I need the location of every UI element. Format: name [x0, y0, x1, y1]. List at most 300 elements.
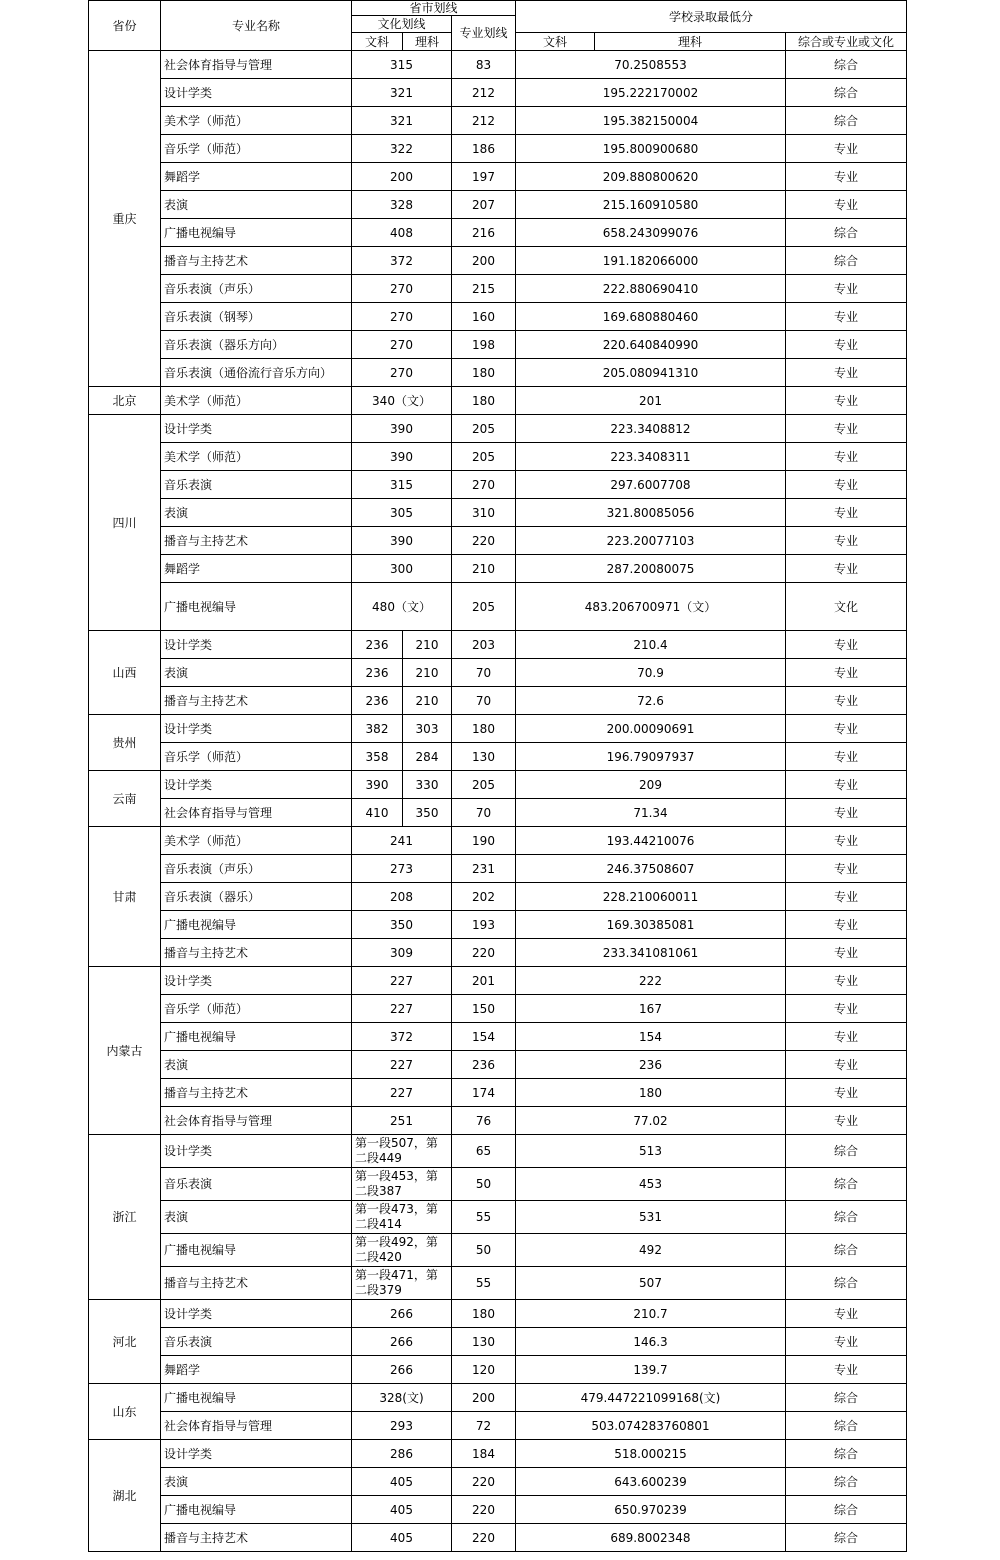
major-name-cell: 表演 [161, 1051, 352, 1079]
major-name-cell: 舞蹈学 [161, 555, 352, 583]
school-min-score-cell: 169.30385081 [516, 911, 786, 939]
admission-type-cell: 专业 [786, 359, 907, 387]
admission-type-cell: 专业 [786, 471, 907, 499]
header-school-min: 学校录取最低分 [516, 1, 907, 33]
major-name-cell: 广播电视编导 [161, 219, 352, 247]
culture-line-cell: 227 [352, 1051, 452, 1079]
school-min-score-cell: 483.206700971（文） [516, 583, 786, 631]
table-row [89, 1023, 907, 1051]
culture-science-cell: 210 [403, 687, 452, 715]
culture-science-cell: 350 [403, 799, 452, 827]
major-line-cell: 180 [452, 359, 516, 387]
culture-line-cell: 309 [352, 939, 452, 967]
school-min-score-cell: 222.880690410 [516, 275, 786, 303]
major-name-cell: 设计学类 [161, 1300, 352, 1328]
table-row [89, 527, 907, 555]
school-min-score-cell: 518.000215 [516, 1440, 786, 1468]
major-line-cell: 220 [452, 1524, 516, 1552]
school-min-score-cell: 210.4 [516, 631, 786, 659]
major-line-cell: 212 [452, 79, 516, 107]
admission-score-table [88, 0, 907, 1552]
table-row [89, 331, 907, 359]
school-min-score-cell: 200.00090691 [516, 715, 786, 743]
school-min-score-cell: 650.970239 [516, 1496, 786, 1524]
major-line-cell: 215 [452, 275, 516, 303]
table-row [89, 79, 907, 107]
admission-type-cell: 专业 [786, 1300, 907, 1328]
province-cell: 山东 [89, 1384, 161, 1440]
major-line-cell: 193 [452, 911, 516, 939]
admission-type-cell: 专业 [786, 331, 907, 359]
culture-line-cell: 390 [352, 415, 452, 443]
major-name-cell: 播音与主持艺术 [161, 939, 352, 967]
culture-line-cell: 200 [352, 163, 452, 191]
major-name-cell: 美术学（师范） [161, 387, 352, 415]
major-name-cell: 音乐表演（声乐） [161, 275, 352, 303]
table-row [89, 995, 907, 1023]
table-row [89, 1168, 907, 1201]
major-line-cell: 216 [452, 219, 516, 247]
culture-line-cell: 390 [352, 443, 452, 471]
school-min-score-cell: 180 [516, 1079, 786, 1107]
culture-line-cell: 第一段492，第二段420 [352, 1234, 452, 1267]
school-min-score-cell: 236 [516, 1051, 786, 1079]
admission-type-cell: 专业 [786, 995, 907, 1023]
culture-science-cell: 284 [403, 743, 452, 771]
major-line-cell: 186 [452, 135, 516, 163]
admission-type-cell: 专业 [786, 275, 907, 303]
culture-line-cell: 300 [352, 555, 452, 583]
table-row [89, 715, 907, 743]
culture-line-cell: 405 [352, 1524, 452, 1552]
admission-type-cell: 专业 [786, 911, 907, 939]
major-line-cell: 180 [452, 1300, 516, 1328]
admission-type-cell: 专业 [786, 1023, 907, 1051]
culture-line-cell: 405 [352, 1496, 452, 1524]
culture-line-cell: 第一段453，第二段387 [352, 1168, 452, 1201]
major-line-cell: 205 [452, 443, 516, 471]
admission-type-cell: 专业 [786, 883, 907, 911]
admission-type-cell: 综合 [786, 1201, 907, 1234]
admission-type-cell: 综合 [786, 1234, 907, 1267]
school-min-score-cell: 321.80085056 [516, 499, 786, 527]
table-row [89, 1135, 907, 1168]
major-name-cell: 播音与主持艺术 [161, 1079, 352, 1107]
province-cell: 四川 [89, 415, 161, 631]
major-line-cell: 310 [452, 499, 516, 527]
major-line-cell: 50 [452, 1168, 516, 1201]
school-min-score-cell: 246.37508607 [516, 855, 786, 883]
table-row [89, 1412, 907, 1440]
major-name-cell: 设计学类 [161, 1440, 352, 1468]
major-name-cell: 广播电视编导 [161, 1023, 352, 1051]
admission-type-cell: 专业 [786, 555, 907, 583]
culture-line-cell: 322 [352, 135, 452, 163]
table-row [89, 499, 907, 527]
school-min-score-cell: 223.20077103 [516, 527, 786, 555]
admission-type-cell: 综合 [786, 1135, 907, 1168]
school-min-score-cell: 492 [516, 1234, 786, 1267]
school-min-score-cell: 223.3408311 [516, 443, 786, 471]
header-type: 综合或专业或文化 [786, 33, 907, 51]
school-min-score-cell: 223.3408812 [516, 415, 786, 443]
province-cell: 甘肃 [89, 827, 161, 967]
table-row [89, 443, 907, 471]
major-line-cell: 50 [452, 1234, 516, 1267]
major-name-cell: 社会体育指导与管理 [161, 1412, 352, 1440]
table-row [89, 743, 907, 771]
major-line-cell: 220 [452, 527, 516, 555]
major-line-cell: 150 [452, 995, 516, 1023]
admission-type-cell: 专业 [786, 135, 907, 163]
admission-type-cell: 专业 [786, 443, 907, 471]
culture-line-cell: 293 [352, 1412, 452, 1440]
major-line-cell: 236 [452, 1051, 516, 1079]
major-line-cell: 220 [452, 1496, 516, 1524]
major-line-cell: 270 [452, 471, 516, 499]
major-line-cell: 83 [452, 51, 516, 79]
major-line-cell: 180 [452, 715, 516, 743]
admission-type-cell: 专业 [786, 1356, 907, 1384]
culture-line-cell: 266 [352, 1356, 452, 1384]
major-line-cell: 205 [452, 415, 516, 443]
admission-type-cell: 专业 [786, 799, 907, 827]
culture-line-cell: 350 [352, 911, 452, 939]
major-name-cell: 设计学类 [161, 967, 352, 995]
school-min-score-cell: 195.222170002 [516, 79, 786, 107]
province-cell: 云南 [89, 771, 161, 827]
table-row [89, 1234, 907, 1267]
admission-type-cell: 专业 [786, 687, 907, 715]
table-row [89, 555, 907, 583]
table-row [89, 275, 907, 303]
school-min-score-cell: 146.3 [516, 1328, 786, 1356]
culture-line-cell: 321 [352, 107, 452, 135]
table-row [89, 1051, 907, 1079]
major-name-cell: 广播电视编导 [161, 1234, 352, 1267]
admission-type-cell: 专业 [786, 715, 907, 743]
province-cell: 浙江 [89, 1135, 161, 1300]
table-row [89, 659, 907, 687]
school-min-score-cell: 209 [516, 771, 786, 799]
culture-line-cell: 251 [352, 1107, 452, 1135]
school-min-score-cell: 195.382150004 [516, 107, 786, 135]
major-name-cell: 舞蹈学 [161, 163, 352, 191]
table-row [89, 883, 907, 911]
culture-line-cell: 270 [352, 303, 452, 331]
province-cell: 重庆 [89, 51, 161, 387]
table-row [89, 687, 907, 715]
admission-type-cell: 专业 [786, 967, 907, 995]
header-provincial-line: 省市划线 [352, 1, 516, 16]
table-row [89, 855, 907, 883]
table-row [89, 51, 907, 79]
admission-type-cell: 专业 [786, 631, 907, 659]
table-row [89, 967, 907, 995]
table-row [89, 911, 907, 939]
header-school-arts: 文科 [516, 33, 595, 51]
culture-line-cell: 372 [352, 247, 452, 275]
province-cell: 湖北 [89, 1440, 161, 1552]
major-name-cell: 美术学（师范） [161, 107, 352, 135]
culture-line-cell: 266 [352, 1328, 452, 1356]
school-min-score-cell: 215.160910580 [516, 191, 786, 219]
table-row [89, 827, 907, 855]
major-name-cell: 音乐学（师范） [161, 743, 352, 771]
admission-type-cell: 综合 [786, 79, 907, 107]
culture-arts-cell: 410 [352, 799, 403, 827]
province-cell: 内蒙古 [89, 967, 161, 1135]
major-line-cell: 190 [452, 827, 516, 855]
culture-arts-cell: 236 [352, 687, 403, 715]
province-cell: 北京 [89, 387, 161, 415]
culture-science-cell: 210 [403, 659, 452, 687]
table-row [89, 1201, 907, 1234]
admission-type-cell: 综合 [786, 219, 907, 247]
culture-line-cell: 241 [352, 827, 452, 855]
major-name-cell: 设计学类 [161, 631, 352, 659]
culture-line-cell: 408 [352, 219, 452, 247]
table-row [89, 1440, 907, 1468]
admission-type-cell: 专业 [786, 659, 907, 687]
admission-type-cell: 专业 [786, 191, 907, 219]
major-line-cell: 70 [452, 799, 516, 827]
major-name-cell: 表演 [161, 1468, 352, 1496]
culture-line-cell: 305 [352, 499, 452, 527]
culture-arts-cell: 236 [352, 631, 403, 659]
header-arts: 文科 [352, 33, 403, 51]
major-line-cell: 70 [452, 687, 516, 715]
admission-type-cell: 专业 [786, 743, 907, 771]
admission-type-cell: 专业 [786, 939, 907, 967]
major-line-cell: 154 [452, 1023, 516, 1051]
major-name-cell: 美术学（师范） [161, 443, 352, 471]
table-row [89, 359, 907, 387]
major-line-cell: 160 [452, 303, 516, 331]
school-min-score-cell: 689.8002348 [516, 1524, 786, 1552]
admission-type-cell: 综合 [786, 107, 907, 135]
school-min-score-cell: 201 [516, 387, 786, 415]
major-name-cell: 播音与主持艺术 [161, 687, 352, 715]
school-min-score-cell: 209.880800620 [516, 163, 786, 191]
major-line-cell: 212 [452, 107, 516, 135]
culture-line-cell: 372 [352, 1023, 452, 1051]
admission-type-cell: 综合 [786, 51, 907, 79]
school-min-score-cell: 154 [516, 1023, 786, 1051]
table-row [89, 387, 907, 415]
major-line-cell: 201 [452, 967, 516, 995]
table-row [89, 135, 907, 163]
header-science: 理科 [403, 33, 452, 51]
major-name-cell: 音乐表演 [161, 1168, 352, 1201]
school-min-score-cell: 205.080941310 [516, 359, 786, 387]
admission-type-cell: 综合 [786, 1496, 907, 1524]
major-name-cell: 音乐表演 [161, 471, 352, 499]
major-line-cell: 76 [452, 1107, 516, 1135]
major-line-cell: 65 [452, 1135, 516, 1168]
admission-type-cell: 专业 [786, 827, 907, 855]
table-row [89, 107, 907, 135]
admission-type-cell: 综合 [786, 1412, 907, 1440]
school-min-score-cell: 297.6007708 [516, 471, 786, 499]
admission-type-cell: 专业 [786, 1107, 907, 1135]
school-min-score-cell: 72.6 [516, 687, 786, 715]
culture-science-cell: 330 [403, 771, 452, 799]
culture-line-cell: 390 [352, 527, 452, 555]
table-row [89, 1267, 907, 1300]
major-name-cell: 播音与主持艺术 [161, 527, 352, 555]
major-name-cell: 社会体育指导与管理 [161, 799, 352, 827]
major-name-cell: 社会体育指导与管理 [161, 1107, 352, 1135]
major-name-cell: 舞蹈学 [161, 1356, 352, 1384]
table-row [89, 219, 907, 247]
school-min-score-cell: 169.680880460 [516, 303, 786, 331]
culture-line-cell: 第一段507，第二段449 [352, 1135, 452, 1168]
major-name-cell: 音乐表演（声乐） [161, 855, 352, 883]
culture-arts-cell: 236 [352, 659, 403, 687]
major-line-cell: 130 [452, 743, 516, 771]
table-row [89, 1496, 907, 1524]
major-line-cell: 210 [452, 555, 516, 583]
school-min-score-cell: 228.210060011 [516, 883, 786, 911]
major-line-cell: 70 [452, 659, 516, 687]
culture-line-cell: 321 [352, 79, 452, 107]
major-name-cell: 音乐学（师范） [161, 135, 352, 163]
header-major: 专业名称 [161, 1, 352, 51]
culture-line-cell: 315 [352, 51, 452, 79]
major-line-cell: 207 [452, 191, 516, 219]
table-row [89, 1107, 907, 1135]
culture-line-cell: 273 [352, 855, 452, 883]
table-row [89, 1300, 907, 1328]
province-cell: 河北 [89, 1300, 161, 1384]
admission-type-cell: 专业 [786, 771, 907, 799]
culture-line-cell: 270 [352, 275, 452, 303]
school-min-score-cell: 195.800900680 [516, 135, 786, 163]
admission-type-cell: 文化 [786, 583, 907, 631]
school-min-score-cell: 167 [516, 995, 786, 1023]
major-line-cell: 174 [452, 1079, 516, 1107]
header-province: 省份 [89, 1, 161, 51]
major-name-cell: 音乐表演 [161, 1328, 352, 1356]
admission-type-cell: 专业 [786, 415, 907, 443]
major-line-cell: 120 [452, 1356, 516, 1384]
school-min-score-cell: 643.600239 [516, 1468, 786, 1496]
admission-type-cell: 专业 [786, 527, 907, 555]
school-min-score-cell: 503.074283760801 [516, 1412, 786, 1440]
culture-line-cell: 270 [352, 331, 452, 359]
admission-type-cell: 专业 [786, 1328, 907, 1356]
admission-type-cell: 专业 [786, 387, 907, 415]
major-line-cell: 55 [452, 1267, 516, 1300]
school-min-score-cell: 220.640840990 [516, 331, 786, 359]
school-min-score-cell: 210.7 [516, 1300, 786, 1328]
school-min-score-cell: 70.9 [516, 659, 786, 687]
table-row [89, 415, 907, 443]
culture-line-cell: 第一段471，第二段379 [352, 1267, 452, 1300]
major-name-cell: 表演 [161, 1201, 352, 1234]
major-name-cell: 广播电视编导 [161, 1384, 352, 1412]
major-name-cell: 设计学类 [161, 415, 352, 443]
culture-line-cell: 270 [352, 359, 452, 387]
major-line-cell: 55 [452, 1201, 516, 1234]
admission-type-cell: 专业 [786, 855, 907, 883]
table-row [89, 771, 907, 799]
school-min-score-cell: 193.44210076 [516, 827, 786, 855]
major-line-cell: 72 [452, 1412, 516, 1440]
admission-type-cell: 综合 [786, 1524, 907, 1552]
table-row [89, 1384, 907, 1412]
culture-line-cell: 286 [352, 1440, 452, 1468]
culture-arts-cell: 358 [352, 743, 403, 771]
school-min-score-cell: 233.341081061 [516, 939, 786, 967]
culture-line-cell: 328(文) [352, 1384, 452, 1412]
table-row [89, 471, 907, 499]
school-min-score-cell: 191.182066000 [516, 247, 786, 275]
culture-line-cell: 340（文） [352, 387, 452, 415]
culture-line-cell: 227 [352, 1079, 452, 1107]
culture-line-cell: 328 [352, 191, 452, 219]
school-min-score-cell: 287.20080075 [516, 555, 786, 583]
major-name-cell: 音乐表演（钢琴） [161, 303, 352, 331]
admission-type-cell: 综合 [786, 1384, 907, 1412]
admission-type-cell: 综合 [786, 1168, 907, 1201]
major-name-cell: 社会体育指导与管理 [161, 51, 352, 79]
school-min-score-cell: 507 [516, 1267, 786, 1300]
admission-type-cell: 综合 [786, 1267, 907, 1300]
culture-science-cell: 303 [403, 715, 452, 743]
major-name-cell: 设计学类 [161, 79, 352, 107]
major-name-cell: 美术学（师范） [161, 827, 352, 855]
admission-type-cell: 专业 [786, 303, 907, 331]
table-row [89, 303, 907, 331]
header-culture-line: 文化划线 [352, 16, 452, 33]
province-cell: 山西 [89, 631, 161, 715]
major-name-cell: 广播电视编导 [161, 911, 352, 939]
culture-line-cell: 227 [352, 967, 452, 995]
table-row [89, 583, 907, 631]
major-line-cell: 198 [452, 331, 516, 359]
table-row [89, 1356, 907, 1384]
table-row [89, 631, 907, 659]
province-cell: 贵州 [89, 715, 161, 771]
admission-type-cell: 综合 [786, 1440, 907, 1468]
admission-type-cell: 专业 [786, 499, 907, 527]
major-line-cell: 197 [452, 163, 516, 191]
major-name-cell: 音乐表演（器乐方向） [161, 331, 352, 359]
school-min-score-cell: 531 [516, 1201, 786, 1234]
culture-line-cell: 266 [352, 1300, 452, 1328]
table-row [89, 799, 907, 827]
major-name-cell: 音乐表演（通俗流行音乐方向） [161, 359, 352, 387]
admission-type-cell: 专业 [786, 163, 907, 191]
major-line-cell: 200 [452, 247, 516, 275]
culture-line-cell: 480（文） [352, 583, 452, 631]
admission-type-cell: 专业 [786, 1079, 907, 1107]
major-name-cell: 表演 [161, 191, 352, 219]
school-min-score-cell: 222 [516, 967, 786, 995]
table-row [89, 1079, 907, 1107]
major-line-cell: 231 [452, 855, 516, 883]
school-min-score-cell: 139.7 [516, 1356, 786, 1384]
admission-type-cell: 专业 [786, 1051, 907, 1079]
major-name-cell: 播音与主持艺术 [161, 1524, 352, 1552]
major-name-cell: 音乐学（师范） [161, 995, 352, 1023]
school-min-score-cell: 71.34 [516, 799, 786, 827]
school-min-score-cell: 196.79097937 [516, 743, 786, 771]
major-line-cell: 205 [452, 583, 516, 631]
culture-line-cell: 405 [352, 1468, 452, 1496]
